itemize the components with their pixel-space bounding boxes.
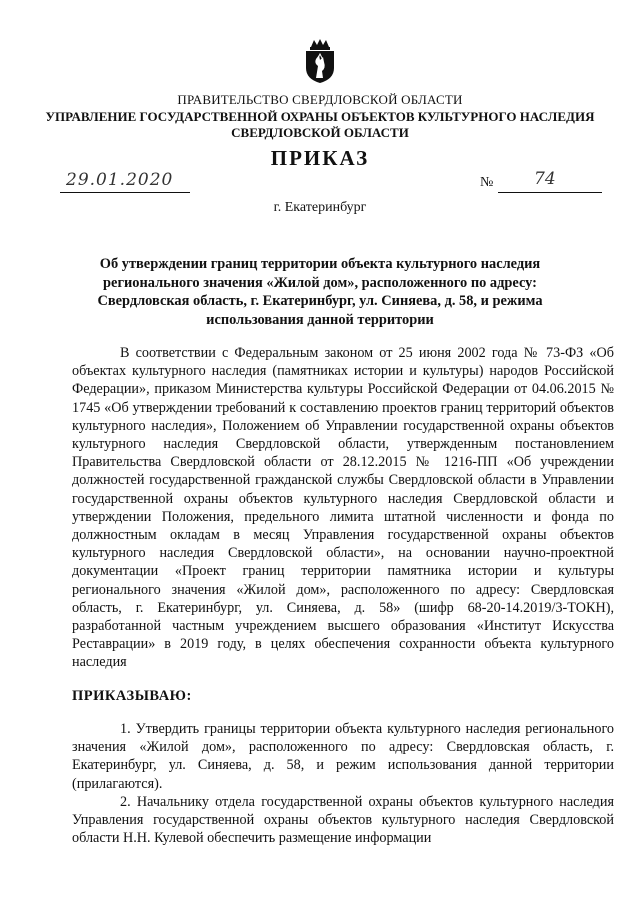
number-field (498, 168, 602, 193)
preamble (72, 344, 614, 672)
document-type-title: ПРИКАЗ (270, 146, 370, 170)
handwritten-date: 29.01.2020 (66, 170, 174, 190)
number-label: № (480, 175, 494, 190)
subject-line: Свердловская область, г. Екатеринбург, ул. Синяева, д. 58, и режима (97, 293, 543, 309)
city-name: г. Екатеринбург (273, 200, 367, 215)
order-item: 2. Начальнику отдела государственной охраны объектов культурного наследия Управления государственной охраны объектов культурного наследия Свердловской области Н.Н. Кулевой обеспечить размещение информации (72, 793, 614, 847)
subject-line: использования данной территории (206, 311, 434, 328)
government-name: ПРАВИТЕЛЬСТВО СВЕРДЛОВСКОЙ ОБЛАСТИ (177, 92, 463, 107)
department-line: УПРАВЛЕНИЕ ГОСУДАРСТВЕННОЙ ОХРАНЫ ОБЪЕКТОВ КУЛЬТУРНОГО НАСЛЕДИЯ (45, 109, 595, 124)
coat-of-arms-emblem (302, 38, 338, 84)
order-item: 1. Утвердить границы территории объекта культурного наследия регионального значения «Жилой дом», расположенного по адресу: Свердловская область, г. Екатеринбург, ул. Синяева, д. 58, и режим использования данной территории (прилагаются). (72, 721, 614, 792)
department-line: СВЕРДЛОВСКОЙ ОБЛАСТИ (231, 125, 409, 140)
order-items (72, 720, 614, 847)
department-name (0, 109, 640, 141)
date-field (60, 168, 190, 193)
order-heading: ПРИКАЗЫВАЮ: (72, 688, 192, 704)
subject-line: Об утверждении границ территории объекта культурного наследия (99, 256, 541, 272)
handwritten-number: 74 (534, 169, 556, 189)
preamble-paragraph: В соответствии с Федеральным законом от 25 июня 2002 года № 73-ФЗ «Об объектах культурного наследия (памятниках истории и культуры) народов Российской Федерации», приказом Министерства культуры Российской Федерации от 04.06.2015 № 1745 «Об утверждении требований к составлению проектов границ территорий объектов культурного наследия», Положением об Управлении государственной охраны объектов культурного наследия Свердловской области, утвержденным постановлением Правительства Свердловской области от 28.12.2015 № 1216-ПП «Об учреждении должностей государственной гражданской службы Свердловской области в Управлении государственной охраны объектов культурного наследия Свердловской области и утверждении Положения, предельного лимита штатной численности и фонда по должностным окладам в месяц Управления государственной охраны объектов культурного наследия Свердловской области», на основании научно-проектной документации «Проект границ территории памятника истории и культуры регионального значения «Жилой дом», расположенного по адресу: Свердловская область, г. Екатеринбург, ул. Синяева, д. 58» (шифр 68-20-14.2019/3-ТОКН), разработанной частным учреждением высшего образования «Институт Искусства Реставрации» в 2019 году, в целях обеспечения сохранности объекта культурного наследия (72, 345, 614, 671)
order-subject (76, 255, 564, 329)
subject-line: регионального значения «Жилой дом», расположенного по адресу: (103, 274, 537, 291)
